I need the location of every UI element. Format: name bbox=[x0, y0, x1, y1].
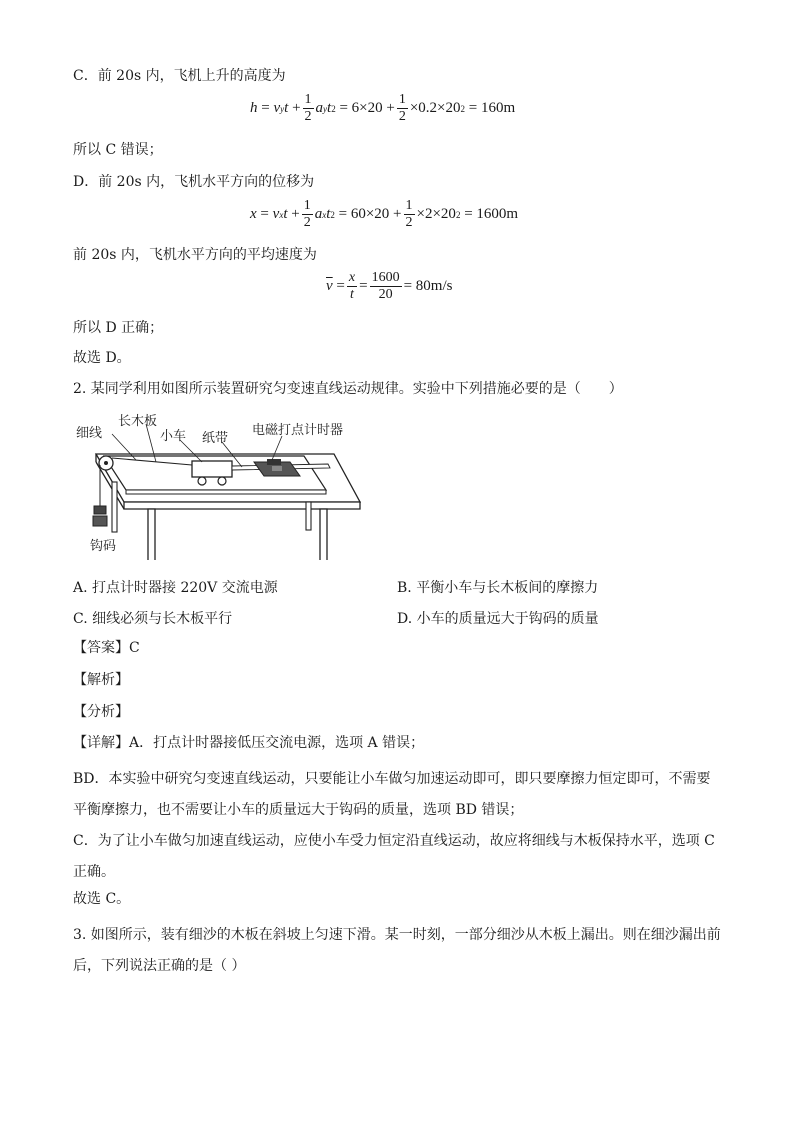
label-tape: 纸带 bbox=[202, 431, 229, 446]
analysis-heading: 【解析】 bbox=[73, 672, 129, 688]
equation-height: h = v y t + $\frac{1}{2}$ a y t 2 = 6×20 + $\frac{1}{2}$ ×0.2×20 2 = 160m bbox=[250, 92, 516, 124]
table-leg bbox=[306, 502, 311, 530]
option-c: C. 细线必须与长木板平行 bbox=[73, 611, 233, 627]
choose-d: 故选 D。 bbox=[73, 350, 131, 366]
d-intro: D．前 20s 内，飞机水平方向的位移为 bbox=[73, 174, 315, 190]
label-weight: 钩码 bbox=[90, 539, 117, 554]
table-edge bbox=[124, 502, 360, 509]
detail-a: 【详解】A．打点计时器接低压交流电源，选项 A 错误； bbox=[73, 735, 425, 751]
d-avg-intro: 前 20s 内，飞机水平方向的平均速度为 bbox=[73, 247, 317, 263]
option-b: B. 平衡小车与长木板间的摩擦力 bbox=[397, 580, 599, 596]
option-a: A. 打点计时器接 220V 交流电源 bbox=[73, 580, 278, 596]
table-leg bbox=[320, 509, 327, 560]
question-2-stem: 2. 某同学利用如图所示装置研究匀变速直线运动规律。实验中下列措施必要的是（ ） bbox=[73, 381, 623, 397]
table-leg bbox=[112, 482, 117, 532]
hook-weight bbox=[94, 506, 106, 514]
label-timer: 电磁打点计时器 bbox=[252, 423, 344, 438]
detail-c: C．为了让小车做匀加速直线运动，应使小车受力恒定沿直线运动，故应将细线与木板保持水平，选项 C 正确。 bbox=[73, 833, 715, 880]
label-long-board: 长木板 bbox=[118, 414, 158, 429]
choose-c: 故选 C。 bbox=[73, 891, 131, 907]
answer-line: 【答案】C bbox=[73, 640, 140, 656]
fenxi-heading: 【分析】 bbox=[73, 704, 129, 720]
label-cart: 小车 bbox=[160, 429, 187, 444]
table-leg bbox=[148, 509, 155, 560]
label-thread: 细线 bbox=[76, 426, 103, 441]
equation-average-velocity: $\overline{v}$ = $\frac{x}{t}$ = $\frac{1600}{20}$ = 80m/s bbox=[326, 270, 453, 302]
d-result: 所以 D 正确； bbox=[73, 320, 164, 336]
detail-bd: BD．本实验中研究匀变速直线运动，只要能让小车做匀加速运动即可，即只要摩擦力恒定即可，不需要平衡摩擦力，也不需要让小车的质量远大于钩码的质量，选项 BD 错误； bbox=[73, 771, 711, 818]
experiment-figure bbox=[72, 410, 372, 560]
c-result: 所以 C 错误； bbox=[73, 142, 163, 158]
question-3-stem: 3. 如图所示，装有细沙的木板在斜坡上匀速下滑。某一时刻，一部分细沙从木板上漏出。则在细沙漏出前后，下列说法正确的是（ ） bbox=[73, 927, 721, 974]
equation-displacement: x = v x t + $\frac{1}{2}$ a x t 2 = 60×20 + $\frac{1}{2}$ ×2×20 2 = 1600m bbox=[250, 198, 519, 230]
c-intro: C．前 20s 内，飞机上升的高度为 bbox=[73, 68, 286, 84]
cart-body bbox=[192, 461, 232, 477]
option-d: D. 小车的质量远大于钩码的质量 bbox=[397, 611, 599, 627]
